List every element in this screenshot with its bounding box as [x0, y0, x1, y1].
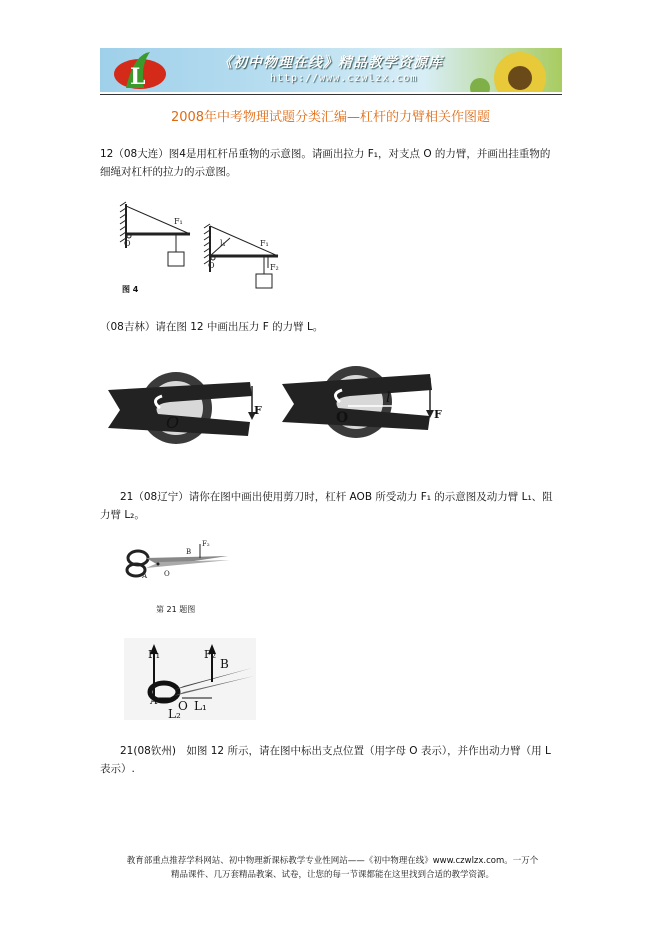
fig21-answer-f1-label: F₁: [148, 648, 161, 661]
logo-mark: L: [130, 64, 146, 90]
figure-4-right: [204, 224, 278, 288]
clamp-left-o-label: O: [166, 413, 180, 432]
fig21-answer-f2-label: F₂: [204, 648, 217, 661]
fig4-right-l1-label: l₁: [220, 239, 226, 248]
fig21-f2-label: F₂: [202, 540, 210, 548]
fig4-right-o-label: O: [208, 261, 215, 270]
fig21-b-label: B: [186, 548, 192, 556]
footer-line-2: 精品课件、几万套精品教案、试卷，让您的每一节课都能在这里找到合适的教学资源。: [170, 870, 494, 880]
header-divider: [100, 94, 562, 95]
clamp-right-f-label: F: [434, 408, 442, 421]
fig21-o-label: O: [164, 570, 170, 578]
question-21-liaoning: 21（08辽宁）请你在图中画出使用剪刀时，杠杆 AOB 所受动力 F₁ 的示意图及动力臂 L₁、阻力臂 L₂。: [100, 491, 553, 521]
fig21-answer-l1-label: L₁: [194, 699, 207, 713]
header-banner: [100, 48, 562, 92]
fig21-answer-o-label: O: [178, 699, 188, 713]
figure-12-clamp-diagrams: [100, 360, 445, 450]
clamp-right-o-label: O: [336, 410, 349, 426]
clamp-right-l-label: l: [386, 390, 391, 406]
figure-4-caption: 图 4: [122, 285, 139, 294]
fig21-answer-l2-label: L₂: [168, 707, 181, 720]
question-jilin: （08吉林）请在图 12 中画出压力 F 的力臂 L。: [100, 321, 324, 333]
fig4-right-f1-label: F₁: [260, 239, 269, 248]
fig4-right-f2-label: F₂: [270, 263, 279, 272]
figure-21-scissors: [120, 536, 232, 580]
question-12-dalian: 12（08大连）图4是用杠杆吊重物的示意图。请画出拉力 F₁，对支点 O 的力臂，并画出挂重物的细绳对杠杆的拉力的示意图。: [100, 148, 551, 178]
figure-4-lever-diagrams: [118, 196, 293, 301]
figure-21-caption: 第 21 题图: [156, 605, 196, 614]
banner-url[interactable]: http://www.czwlzx.com: [270, 73, 418, 84]
footer-line-1: 教育部重点推荐学科网站、初中物理新课标教学专业性网站——《初中物理在线》www.czwlzx.com。一万个: [126, 856, 539, 866]
banner-title: 《初中物理在线》精品教学资源库: [218, 55, 443, 71]
figure-4-left: [120, 202, 190, 266]
question-21-qinzhou: 21(08钦州) 如图 12 所示，请在图中标出支点位置（用字母 O 表示），并作出动力臂（用 L 表示）.: [100, 745, 551, 775]
clamp-left-f-label: F: [254, 404, 262, 417]
fig4-left-o-label: O: [124, 239, 131, 248]
fig21-answer-b-label: B: [220, 657, 229, 671]
document-title: 2008年中考物理试题分类汇编—杠杆的力臂相关作图题: [170, 110, 491, 125]
fig4-left-f1-label: F₁: [174, 217, 183, 226]
figure-21-scissors-answer: [124, 638, 256, 720]
fig21-a-label: A: [142, 572, 148, 580]
fig21-answer-a-label: A: [150, 696, 158, 707]
